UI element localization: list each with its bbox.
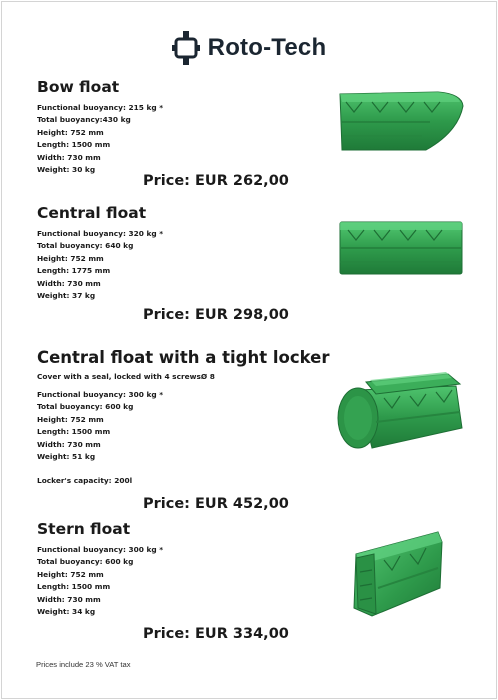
locker-float-image — [336, 366, 464, 454]
spec-length: Length: 1500 mm — [37, 427, 111, 437]
header — [0, 30, 498, 66]
spec-length: Length: 1775 mm — [37, 266, 111, 276]
stern-float-image — [350, 528, 446, 618]
spec-total-buoyancy: Total buoyancy: 600 kg — [37, 402, 134, 412]
spec-functional-buoyancy: Functional buoyancy: 300 kg * — [37, 545, 164, 554]
spec-total-buoyancy: Total buoyancy: 600 kg — [37, 557, 134, 567]
spec-length: Length: 1500 mm — [37, 140, 111, 150]
spec-width: Width: 730 mm — [37, 278, 101, 288]
spec-length: Length: 1500 mm — [37, 582, 111, 592]
spec-weight: Weight: 37 kg — [37, 291, 96, 301]
spec-height: Height: 752 mm — [37, 569, 104, 579]
spec-functional-buoyancy: Functional buoyancy: 320 kg * — [37, 229, 164, 238]
price-bow-float: Price: EUR 262,00 — [143, 173, 289, 189]
product-title: Central float with a tight locker — [37, 348, 330, 367]
spec-functional-buoyancy: Functional buoyancy: 215 kg * — [37, 103, 164, 112]
product-title: Bow float — [37, 78, 120, 96]
locker-capacity: Locker's capacity: 200l — [37, 476, 133, 486]
spec-functional-buoyancy: Functional buoyancy: 300 kg * — [37, 390, 164, 399]
spec-weight: Weight: 34 kg — [37, 607, 96, 617]
spec-width: Width: 730 mm — [37, 439, 101, 449]
price-locker-float: Price: EUR 452,00 — [143, 496, 289, 512]
spec-height: Height: 752 mm — [37, 414, 104, 424]
product-title: Central float — [37, 204, 147, 222]
price-central-float: Price: EUR 298,00 — [143, 307, 289, 323]
product-title: Stern float — [37, 520, 131, 538]
spec-weight: Weight: 51 kg — [37, 452, 96, 462]
spec-height: Height: 752 mm — [37, 253, 104, 263]
price-stern-float: Price: EUR 334,00 — [143, 626, 289, 642]
spec-height: Height: 752 mm — [37, 127, 104, 137]
product-subtitle: Cover with a seal, locked with 4 screwsØ 8 — [37, 372, 215, 381]
spec-total-buoyancy: Total buoyancy: 640 kg — [37, 241, 134, 251]
brand-name: Roto-Tech — [207, 34, 327, 61]
spec-width: Width: 730 mm — [37, 152, 101, 162]
central-float-image — [338, 218, 464, 276]
spec-total-buoyancy: Total buoyancy:430 kg — [37, 115, 131, 125]
roto-tech-logo-icon — [172, 31, 200, 65]
bow-float-image — [338, 88, 464, 152]
spec-width: Width: 730 mm — [37, 594, 101, 604]
spec-weight: Weight: 30 kg — [37, 165, 96, 175]
vat-footnote: Prices include 23 % VAT tax — [36, 660, 131, 669]
